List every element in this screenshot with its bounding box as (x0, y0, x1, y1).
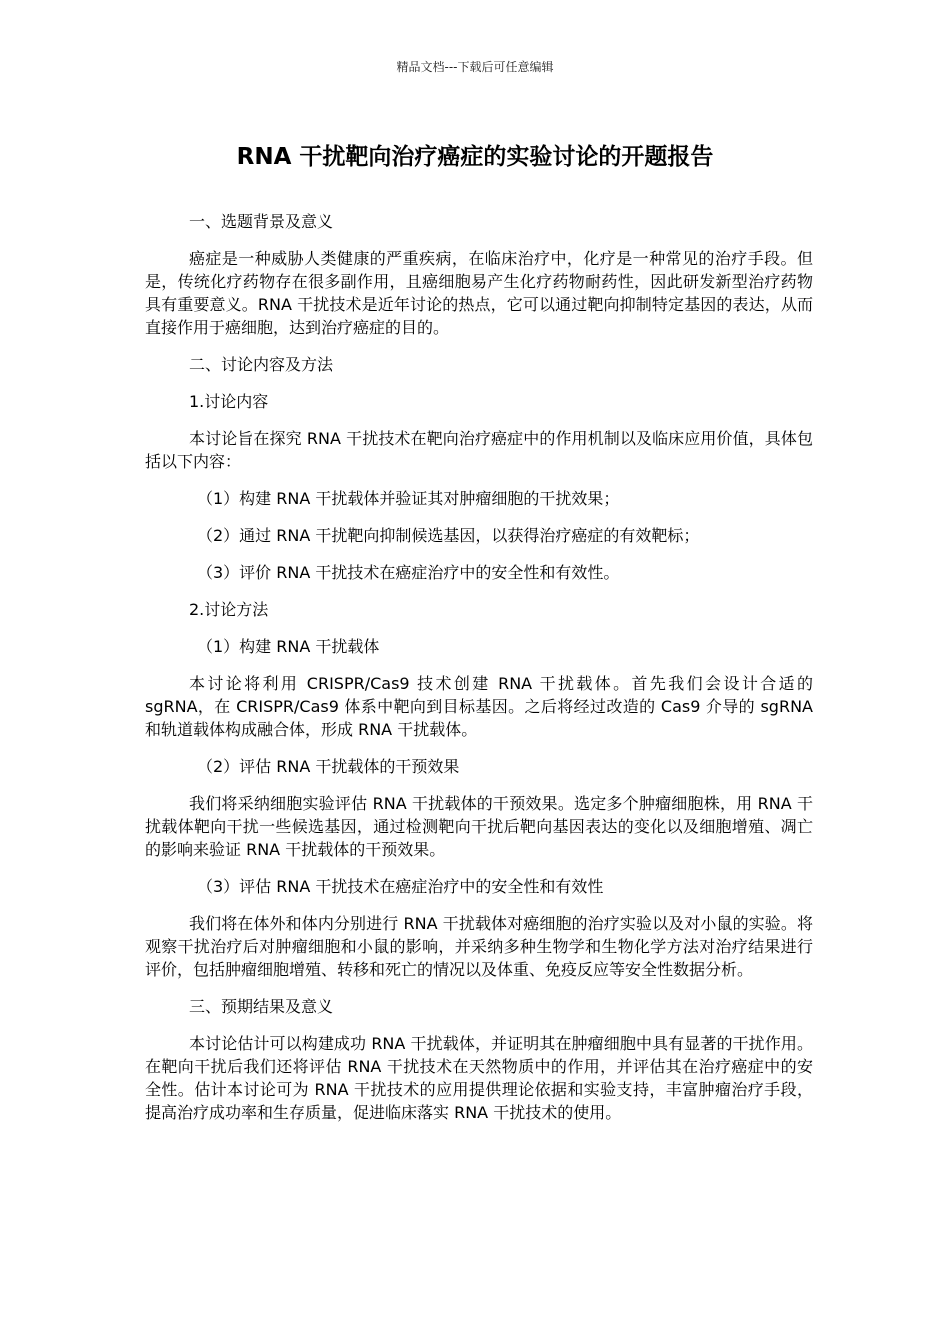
list-item-content-1: （1）构建 RNA 干扰载体并验证其对肿瘤细胞的干扰效果； (197, 489, 620, 508)
method-heading-3: （3）评估 RNA 干扰技术在癌症治疗中的安全性和有效性 (197, 877, 604, 896)
subheading-methods: 2.讨论方法 (189, 600, 269, 619)
section-heading-background: 一、选题背景及意义 (189, 212, 334, 231)
document-body (145, 210, 813, 1138)
paragraph-method-2: 我们将采纳细胞实验评估 RNA 干扰载体的干预效果。选定多个肿瘤细胞株，用 RNA 干扰载体靶向干扰一些候选基因，通过检测靶向干扰后靶向基因表达的变化以及细胞增殖、凋亡的影响来验证 RNA 干扰载体的干预效果。 (145, 794, 813, 859)
list-item-content-3: （3）评价 RNA 干扰技术在癌症治疗中的安全性和有效性。 (197, 563, 620, 582)
list-item-content-2: （2）通过 RNA 干扰靶向抑制候选基因，以获得治疗癌症的有效靶标； (197, 526, 700, 545)
paragraph-expected-results: 本讨论估计可以构建成功 RNA 干扰载体，并证明其在肿瘤细胞中具有显著的干扰作用。在靶向干扰后我们还将评估 RNA 干扰技术在天然物质中的作用，并评估其在治疗癌症中的安全性。估计本讨论可为 RNA 干扰技术的应用提供理论依据和实验支持，丰富肿瘤治疗手段，提高治疗成功率和生存质量，促进临床落实 RNA 干扰技术的使用。 (145, 1034, 813, 1122)
method-heading-1: （1）构建 RNA 干扰载体 (197, 637, 380, 656)
paragraph-content-intro: 本讨论旨在探究 RNA 干扰技术在靶向治疗癌症中的作用机制以及临床应用价值，具体包括以下内容： (145, 429, 813, 471)
section-heading-content-methods: 二、讨论内容及方法 (189, 355, 334, 374)
document-title: RNA 干扰靶向治疗癌症的实验讨论的开题报告 (236, 144, 714, 170)
subheading-content: 1.讨论内容 (189, 392, 269, 411)
method-heading-2: （2）评估 RNA 干扰载体的干预效果 (197, 757, 460, 776)
header-watermark: 精品文档---下载后可任意编辑 (396, 60, 554, 74)
paragraph-background: 癌症是一种威胁人类健康的严重疾病，在临床治疗中，化疗是一种常见的治疗手段。但是，传统化疗药物存在很多副作用，且癌细胞易产生化疗药物耐药性，因此研发新型治疗药物具有重要意义。RNA 干扰技术是近年讨论的热点，它可以通过靶向抑制特定基因的表达，从而直接作用于癌细胞，达到治疗癌症的目的。 (145, 249, 813, 337)
paragraph-method-3: 我们将在体外和体内分别进行 RNA 干扰载体对癌细胞的治疗实验以及对小鼠的实验。将观察干扰治疗后对肿瘤细胞和小鼠的影响，并采纳多种生物学和生物化学方法对治疗结果进行评价，包括肿瘤细胞增殖、转移和死亡的情况以及体重、免疫反应等安全性数据分析。 (145, 914, 813, 979)
section-heading-expected-results: 三、预期结果及意义 (189, 997, 334, 1016)
paragraph-method-1: 本讨论将利用 CRISPR/Cas9 技术创建 RNA 干扰载体。首先我们会设计合适的 sgRNA，在 CRISPR/Cas9 体系中靶向到目标基因。之后将经过改造的 Cas9 介导的 sgRNA 和轨道载体构成融合体，形成 RNA 干扰载体。 (145, 674, 813, 739)
